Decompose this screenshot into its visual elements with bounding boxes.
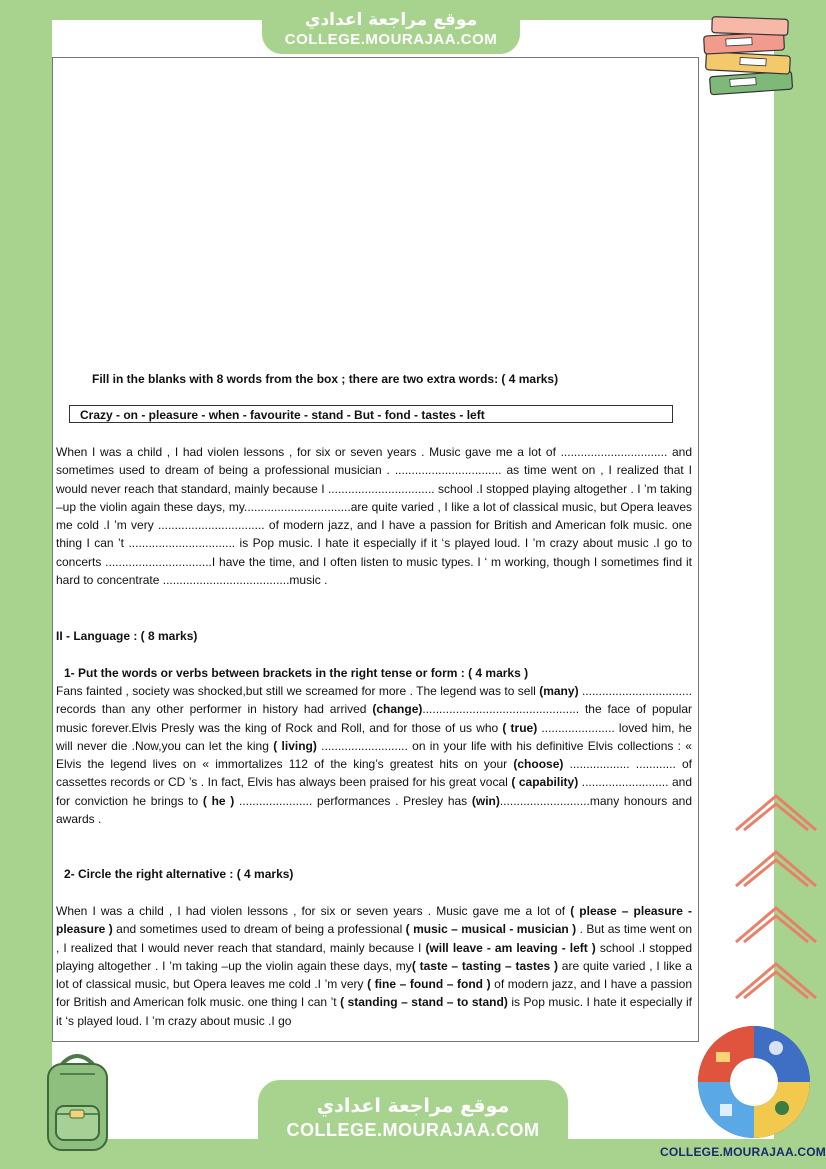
exercise1-paragraph: When I was a child , I had violen lessons , for six or seven years . Music gave me a lot of ................................ and sometimes used to dream of being a professional musician . ................................ as time went on , I realized that I would never reach that standard, mainly because I ................................ school .I stopped playing altogether . I ’m taking –up the violin again these days, my................................are quite varied , I like a lot of classical music, but Opera leaves me cold .I ’m very ................................ of modern jazz, and I have a passion for British and American folk music. one thing I can ’t ................................ is Pop music. I hate it especially if it ‘s played loud. I ’m crazy about music .I go to concerts ................................I have the time, and I often listen to music types. I ‘ m working, though I sometimes find it hard to concentrate ......................................music . — [56, 445, 692, 588]
backpack-icon — [40, 1050, 115, 1155]
part2-bracket-11: ( standing – stand – to stand) — [340, 995, 508, 1010]
part2-text-6: school .I stopped playing altogether . I ’m taking –up the violin again these days, my — [56, 940, 692, 973]
books-icon — [700, 12, 800, 104]
header-banner[interactable] — [262, 4, 520, 54]
part2-text-2: and sometimes used to dream of being a professional — [112, 922, 406, 937]
footer-site-url[interactable]: COLLEGE.MOURAJAA.COM — [286, 1120, 540, 1140]
exercise1-instruction: Fill in the blanks with 8 words from the box ; there are two extra words: ( 4 marks) — [92, 372, 559, 386]
part1-text-14: ...................... performances . Presley has — [234, 793, 472, 808]
part2-instruction: 2- Circle the right alternative : ( 4 marks) — [64, 867, 294, 881]
header-site-url[interactable]: COLLEGE.MOURAJAA.COM — [284, 31, 498, 48]
part2-bracket-1: ( please – pleasure - pleasure ) — [56, 904, 692, 937]
part1-bracket-5: ( true) — [502, 720, 538, 735]
part2-text-12: is Pop music. I hate it especially if it ‘s played loud. I ’m crazy about music .I go — [56, 995, 692, 1028]
part2-text-4: . But as time went on , I realized that I would never reach that standard, mainly because I — [56, 922, 692, 955]
part1-bracket-7: ( living) — [273, 738, 317, 753]
footer-banner[interactable] — [258, 1080, 568, 1150]
part1-text-12: .......................... and for conviction he brings to — [56, 775, 693, 808]
part1-text-2: ................................. records than any other performer in history had arrived — [56, 684, 692, 717]
chevron-decoration-icon — [732, 790, 820, 1030]
footer-arabic-title: موقع مراجعة اعدادي — [316, 1095, 510, 1117]
part1-bracket-13: ( he ) — [202, 793, 235, 808]
part1-text-6: ...................... loved him, he will never die .Now,you can let the king — [56, 720, 692, 753]
part2-paragraph — [56, 902, 692, 1030]
part2-bracket-5: (will leave - am leaving - left ) — [425, 940, 596, 955]
part2-text-10: of modern jazz, and I have a passion for British and American folk music. one thing I can ’t — [56, 977, 693, 1010]
part1-paragraph — [56, 682, 692, 828]
part1-instruction: 1- Put the words or verbs between brackets in the right tense or form : ( 4 marks ) — [64, 666, 529, 680]
part1-bracket-15: (win) — [471, 793, 500, 808]
part2-bracket-7: ( taste – tasting – tastes ) — [411, 958, 558, 973]
part2-bracket-9: ( fine – found – fond ) — [367, 977, 491, 992]
part2-text-0: When I was a child , I had violen lessons , for six or seven years . Music gave me a lot of — [56, 904, 571, 918]
part1-bracket-11: ( capability) — [511, 775, 579, 790]
part1-bracket-3: (change) — [372, 702, 423, 717]
part1-text-8: .......................... on in your life with his definitive Elvis collections : « Elvis the legend lives on « immortalizes 112 of the king’s greatest hits on your — [56, 738, 692, 772]
header-arabic-title: موقع مراجعة اعدادي — [304, 10, 478, 30]
part1-text-10: .................. ............ of cassettes records or CD ’s . In fact, Elvis has always been praised for his great vocal — [56, 757, 692, 790]
part1-text-4: ............................................... the face of popular music forever.Elvis Presly was the king of Rock and Roll, and for those of us who — [56, 702, 692, 735]
school-subjects-logo-icon — [694, 1022, 814, 1142]
language-heading: II - Language : ( 8 marks) — [56, 629, 198, 643]
part2-bracket-3: ( music – musical - musician ) — [405, 922, 577, 937]
part1-text-16: ...........................many honours and awards . — [56, 793, 692, 827]
part1-bracket-1: (many) — [539, 684, 579, 698]
footer-logo-url[interactable]: COLLEGE.MOURAJAA.COM — [660, 1145, 826, 1159]
part2-text-8: are quite varied , I like a lot of classical music, but Opera leaves me cold .I ’m very — [56, 958, 693, 992]
frame-left — [0, 0, 52, 1169]
part1-bracket-9: (choose) — [513, 757, 564, 772]
word-box: Crazy - on - pleasure - when - favourite - stand - But - fond - tastes - left — [69, 405, 673, 423]
part1-text-0: Fans fainted , society was shocked,but still we screamed for more . The legend was to sell — [56, 684, 540, 698]
